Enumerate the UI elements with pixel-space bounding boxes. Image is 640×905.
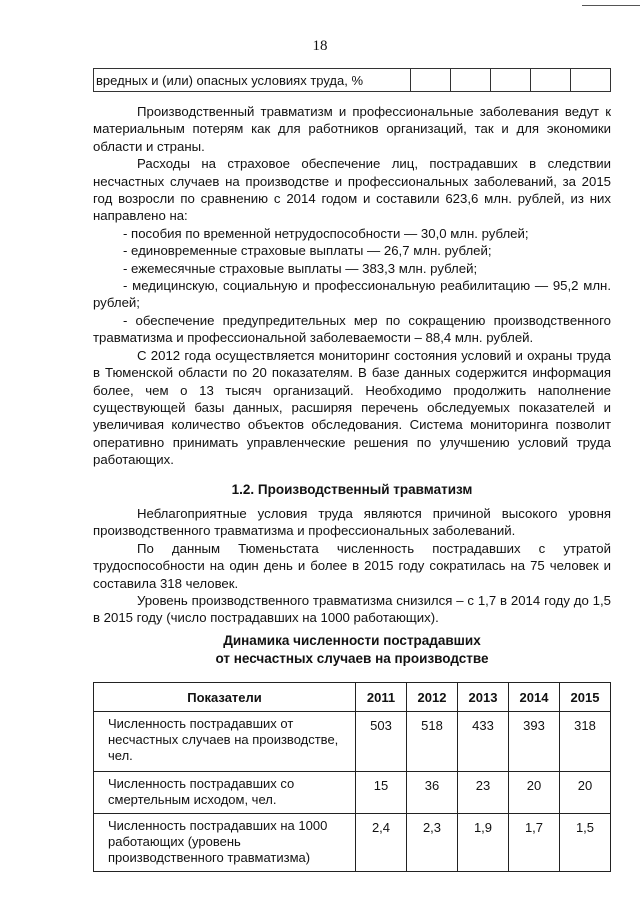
cell-value: 20	[509, 772, 560, 814]
cell-value: 2,3	[407, 814, 458, 872]
paragraph: По данным Тюменьстата численность пострадавших с утратой трудоспособности на один день и более в 2015 году сократилась на 75 человек и составила 318 человек.	[93, 540, 611, 591]
cell-value: 15	[356, 772, 407, 814]
cell-value: 20	[560, 772, 611, 814]
column-header: 2013	[458, 683, 509, 712]
list-item: - обеспечение предупредительных мер по сокращению производственного травматизма и профессиональной заболеваемости – 88,4 млн. рублей.	[93, 312, 611, 346]
table-cell	[451, 69, 491, 92]
paragraph: Уровень производственного травматизма снизился – с 1,7 в 2014 году до 1,5 в 2015 году (число пострадавших на 1000 работающих).	[93, 593, 611, 626]
table-title	[93, 632, 611, 668]
table-cell	[491, 69, 531, 92]
column-header: 2015	[560, 683, 611, 712]
paragraph: Расходы на страховое обеспечение лиц, пострадавших в следствии несчастных случаев на производстве и профессиональных заболеваний, за 2015 год возросли по сравнению с 2014 годом и составили 623,6 млн. рублей, из них направлено на:	[93, 156, 611, 224]
table-cell	[411, 69, 451, 92]
row-label: Численность пострадавших со смертельным исходом, чел.	[94, 772, 356, 814]
cell-value: 2,4	[356, 814, 407, 872]
cell-value: 1,7	[509, 814, 560, 872]
column-header: 2011	[356, 683, 407, 712]
cell-value: 1,9	[458, 814, 509, 872]
cell-value: 518	[407, 712, 458, 772]
cell-value: 23	[458, 772, 509, 814]
section-heading: 1.2. Производственный травматизм	[231, 482, 473, 497]
injury-dynamics-table	[93, 682, 611, 872]
table-row	[94, 772, 611, 814]
cell-value: 433	[458, 712, 509, 772]
table-row	[94, 814, 611, 872]
table-cell-label: вредных и (или) опасных условиях труда, %	[94, 69, 411, 92]
table-header-row	[94, 683, 611, 712]
continued-table	[93, 68, 611, 92]
paragraph: Неблагоприятные условия труда являются причиной высокого уровня производственного травматизма и профессиональных заболеваний.	[93, 506, 611, 539]
cell-value: 393	[509, 712, 560, 772]
table-row	[94, 712, 611, 772]
list-item: - медицинскую, социальную и профессиональную реабилитацию — 95,2 млн. рублей;	[93, 278, 611, 311]
table-title-line: Динамика численности пострадавших	[223, 633, 481, 648]
column-header: Показатели	[94, 683, 356, 712]
list-item: - единовременные страховые выплаты — 26,7 млн. рублей;	[123, 243, 492, 259]
table-title-line: от несчастных случаев на производстве	[215, 651, 489, 666]
list-item: - пособия по временной нетрудоспособности — 30,0 млн. рублей;	[123, 225, 529, 241]
page-number: 18	[312, 38, 328, 54]
cell-value: 1,5	[560, 814, 611, 872]
column-header: 2012	[407, 683, 458, 712]
top-edge-line	[582, 5, 640, 6]
cell-value: 503	[356, 712, 407, 772]
paragraph: С 2012 года осуществляется мониторинг состояния условий и охраны труда в Тюменской области по 20 показателям. В базе данных содержится информация более, чем о 13 тысяч организаций. Необходимо продолжить наполнение существующей базы данных, расширяя перечень обследуемых показателей и увеличивая количество объектов обследования. Система мониторинга позволит оперативно принимать управленческие решения по улучшению условий труда работающих.	[93, 347, 611, 468]
table-row	[94, 69, 611, 92]
list-item: - ежемесячные страховые выплаты — 383,3 млн. рублей;	[123, 260, 478, 276]
table-cell	[531, 69, 571, 92]
cell-value: 318	[560, 712, 611, 772]
column-header: 2014	[509, 683, 560, 712]
table-cell	[571, 69, 611, 92]
section-body	[93, 505, 611, 627]
intro-section	[93, 103, 611, 469]
cell-value: 36	[407, 772, 458, 814]
row-label: Численность пострадавших от несчастных случаев на производстве, чел.	[94, 712, 356, 772]
paragraph: Производственный травматизм и профессиональные заболевания ведут к материальным потерям как для работников организаций, так и для экономики области и страны.	[93, 104, 611, 154]
row-label: Численность пострадавших на 1000 работающих (уровень производственного травматизма)	[94, 814, 356, 872]
